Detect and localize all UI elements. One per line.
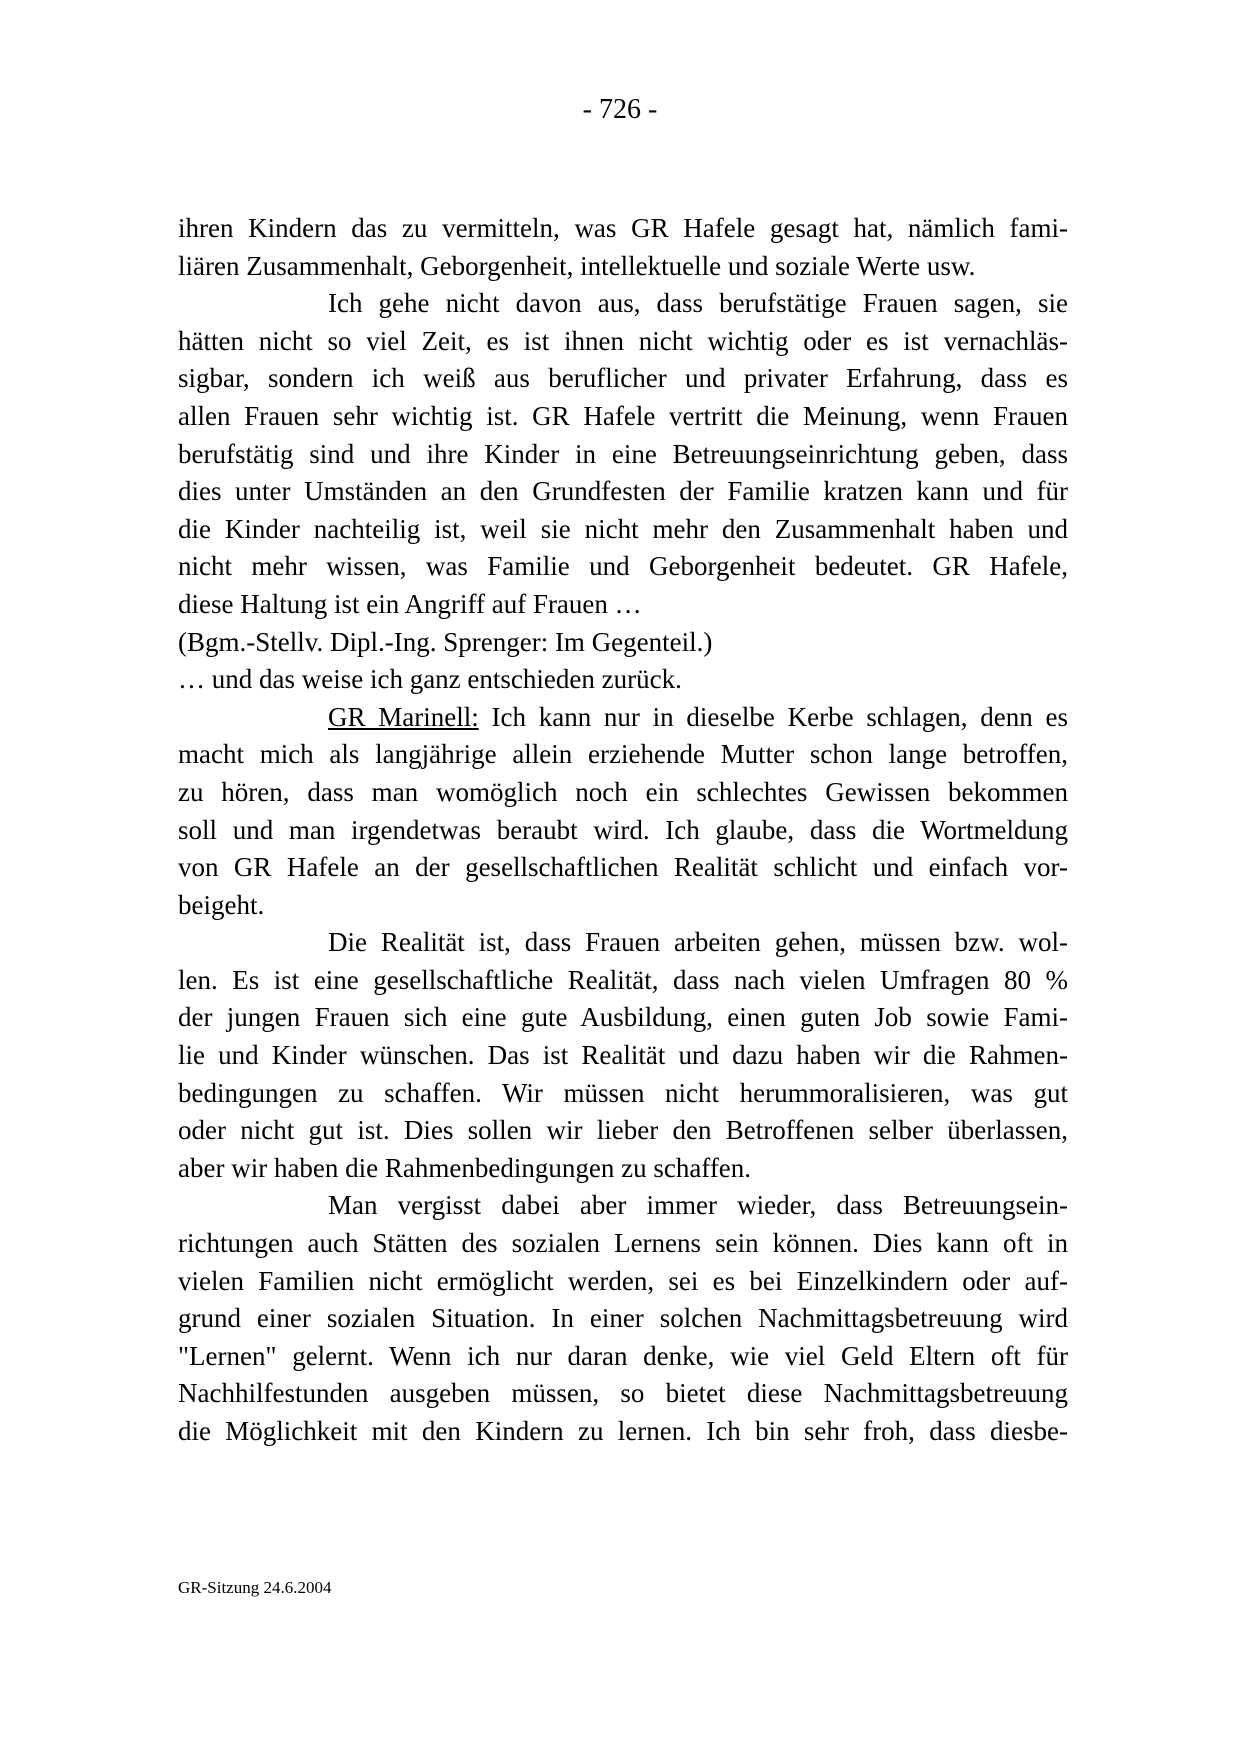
text-line: allen Frauen sehr wichtig ist. GR Hafele vertritt die Meinung, wenn Frauen <box>178 400 1068 431</box>
text-line: berufstätig sind und ihre Kinder in eine Betreuungseinrichtung geben, dass <box>178 438 1068 469</box>
speaker-line-text: Ich kann nur in dieselbe Kerbe schlagen, denn es <box>491 701 1069 732</box>
text-line: bedingungen zu schaffen. Wir müssen nicht herummoralisieren, was gut <box>178 1077 1068 1108</box>
speaker-name: GR Marinell: <box>328 701 479 732</box>
text-line: zu hören, dass man womöglich noch ein schlechtes Gewissen bekommen <box>178 776 1068 807</box>
text-line: nicht mehr wissen, was Familie und Geborgenheit bedeutet. GR Hafele, <box>178 551 1068 582</box>
text-line: … und das weise ich ganz entschieden zurück. <box>178 664 682 695</box>
text-line: hätten nicht so viel Zeit, es ist ihnen nicht wichtig oder es ist vernachläs- <box>178 325 1068 356</box>
text-line: der jungen Frauen sich eine gute Ausbildung, einen guten Job sowie Fami- <box>178 1002 1068 1033</box>
text-line: soll und man irgendetwas beraubt wird. Ich glaube, dass die Wortmeldung <box>178 814 1068 845</box>
text-line: oder nicht gut ist. Dies sollen wir lieber den Betroffenen selber überlassen, <box>178 1115 1068 1146</box>
speaker-line <box>178 699 1068 737</box>
text-line: liären Zusammenhalt, Geborgenheit, intellektuelle und soziale Werte usw. <box>178 250 976 281</box>
text-line: die Möglichkeit mit den Kindern zu lernen. Ich bin sehr froh, dass diesbe- <box>178 1416 1068 1446</box>
interjection-line: (Bgm.-Stellv. Dipl.-Ing. Sprenger: Im Gegenteil.) <box>178 626 713 657</box>
document-body <box>178 210 1068 1451</box>
text-line: len. Es ist eine gesellschaftliche Realität, dass nach vielen Umfragen 80 % <box>178 964 1068 995</box>
page-number: - 726 - <box>582 94 658 125</box>
text-line: aber wir haben die Rahmenbedingungen zu schaffen. <box>178 1152 752 1183</box>
text-line: diese Haltung ist ein Angriff auf Frauen … <box>178 588 642 619</box>
text-line: sigbar, sondern ich weiß aus beruflicher und privater Erfahrung, dass es <box>178 363 1068 394</box>
text-line: Die Realität ist, dass Frauen arbeiten gehen, müssen bzw. wol- <box>328 927 1068 958</box>
text-line: grund einer sozialen Situation. In einer solchen Nachmittagsbetreuung wird <box>178 1303 1068 1334</box>
text-line: richtungen auch Stätten des sozialen Lernens sein können. Dies kann oft in <box>178 1228 1068 1259</box>
text-line: die Kinder nachteilig ist, weil sie nicht mehr den Zusammenhalt haben und <box>178 513 1068 544</box>
text-line: macht mich als langjährige allein erziehende Mutter schon lange betroffen, <box>178 739 1068 770</box>
text-line: Ich gehe nicht davon aus, dass berufstätige Frauen sagen, sie <box>328 288 1068 319</box>
footer-session-date: GR-Sitzung 24.6.2004 <box>178 1578 332 1597</box>
text-line: von GR Hafele an der gesellschaftlichen Realität schlicht und einfach vor- <box>178 852 1068 883</box>
text-line: ihren Kindern das zu vermitteln, was GR Hafele gesagt hat, nämlich fami- <box>178 213 1068 243</box>
text-line: vielen Familien nicht ermöglicht werden, sei es bei Einzelkindern oder auf- <box>178 1265 1068 1296</box>
text-line: "Lernen" gelernt. Wenn ich nur daran denke, wie viel Geld Eltern oft für <box>178 1340 1068 1371</box>
text-line: dies unter Umständen an den Grundfesten der Familie kratzen kann und für <box>178 476 1068 507</box>
text-line: lie und Kinder wünschen. Das ist Realität und dazu haben wir die Rahmen- <box>178 1040 1068 1071</box>
text-line: Man vergisst dabei aber immer wieder, dass Betreuungsein- <box>328 1190 1068 1221</box>
text-line: Nachhilfestunden ausgeben müssen, so bietet diese Nachmittagsbetreuung <box>178 1378 1068 1409</box>
text-line: beigeht. <box>178 889 265 920</box>
